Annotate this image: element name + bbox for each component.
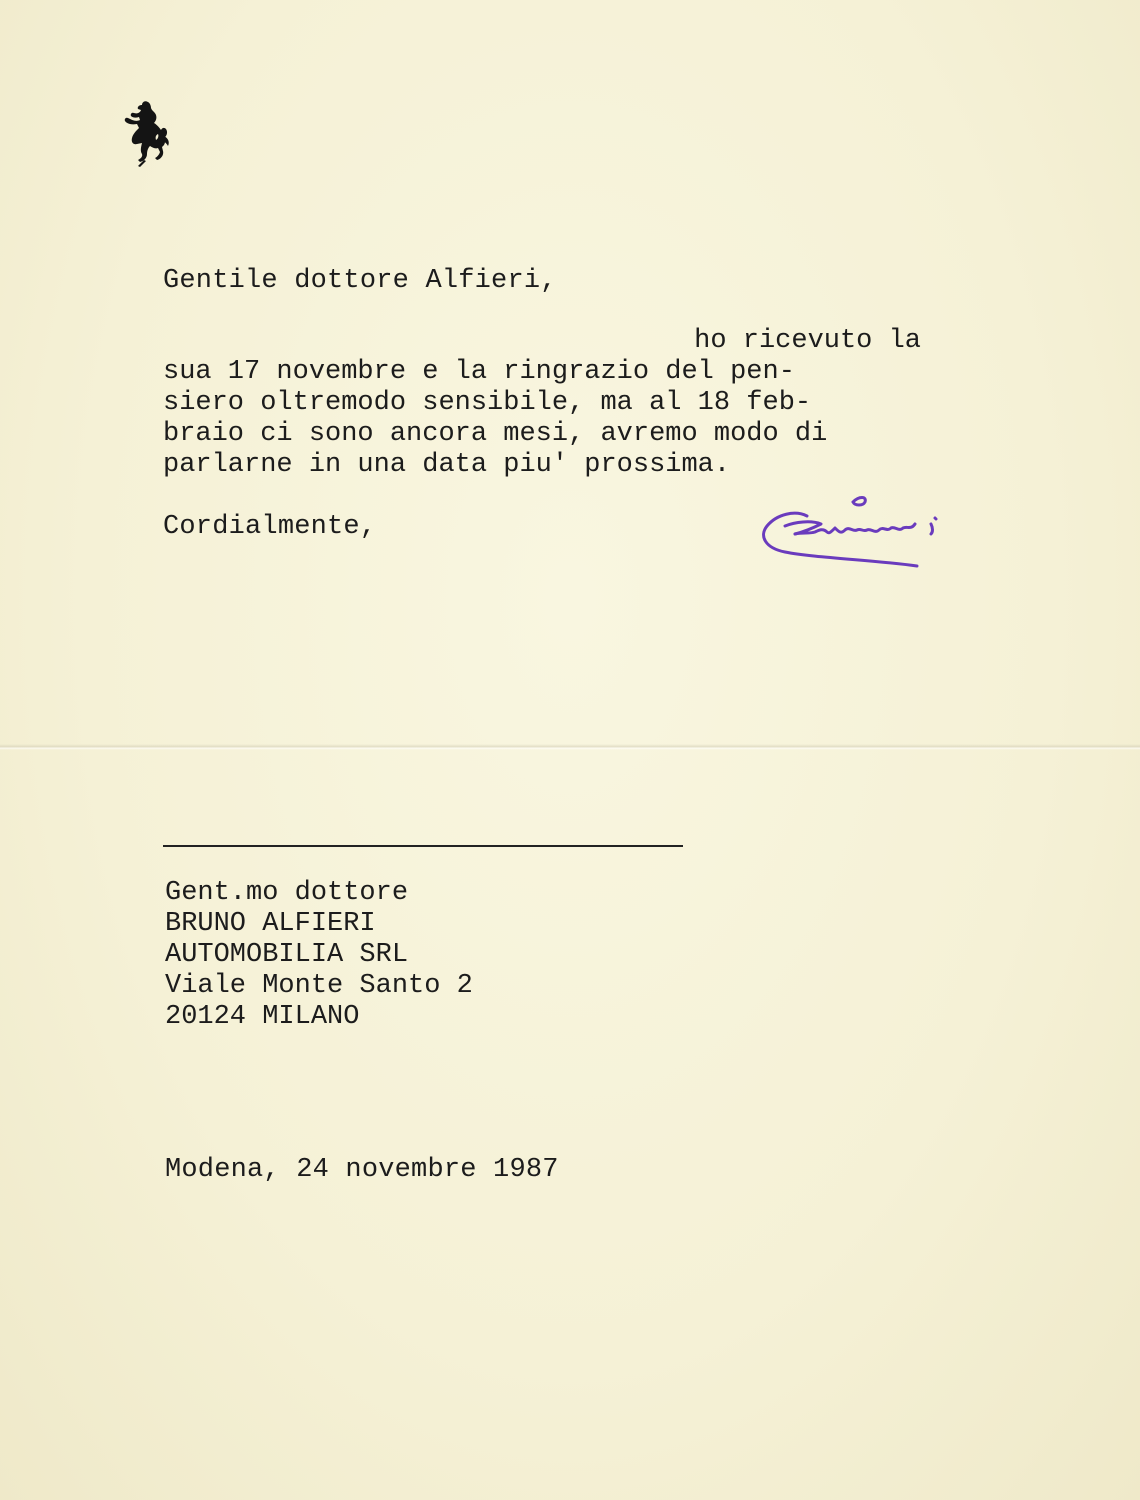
address-divider [163, 845, 683, 847]
closing: Cordialmente, [163, 512, 377, 542]
address-line: Gent.mo dottore [165, 878, 409, 908]
body-line: sua 17 novembre e la ringrazio del pen- [163, 357, 795, 387]
paper-fold [0, 744, 1140, 750]
address-line: 20124 MILANO [165, 1002, 360, 1032]
recipient-address [165, 878, 473, 1033]
prancing-horse-icon [118, 96, 174, 168]
signature [755, 488, 955, 578]
address-line: AUTOMOBILIA SRL [165, 940, 409, 970]
address-line: BRUNO ALFIERI [165, 909, 376, 939]
body-line: siero oltremodo sensibile, ma al 18 feb- [163, 388, 812, 418]
body-line: ho ricevuto la [694, 326, 921, 356]
body-line: braio ci sono ancora mesi, avremo modo di [163, 419, 828, 449]
salutation: Gentile dottore Alfieri, [163, 266, 557, 296]
letter-body [163, 326, 923, 481]
place-date: Modena, 24 novembre 1987 [165, 1155, 559, 1185]
address-line: Viale Monte Santo 2 [165, 971, 473, 1001]
body-line: parlarne in una data piu' prossima. [163, 450, 731, 480]
